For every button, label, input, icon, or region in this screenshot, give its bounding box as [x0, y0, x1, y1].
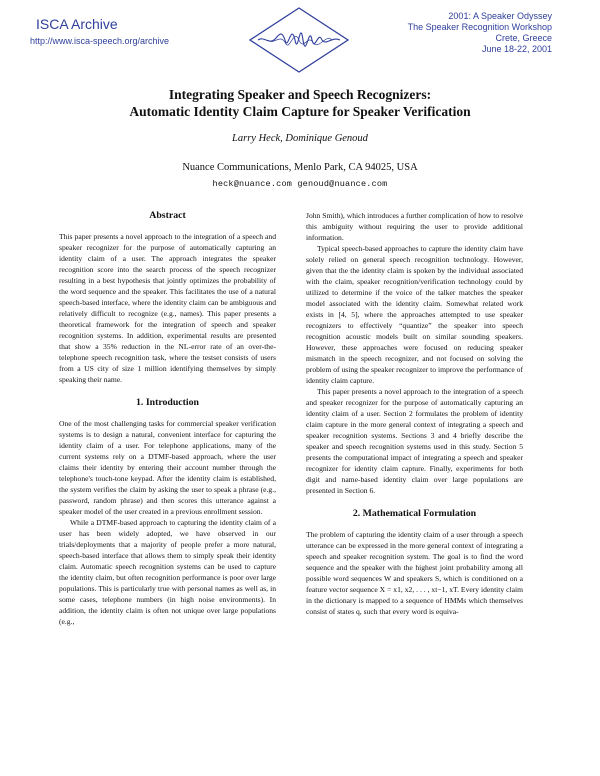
introduction-paragraph: This paper presents a novel approach to the integration of a speech and speaker recognizer for the purpose of automatically capturing an identity claim of a user. Section 2 formulates the problem of identity claim capture in the more general context of integrating a speech and speaker recognition systems. Sections 3 and 4 briefly describe the speaker and speech recognition systems used in this study. Section 5 presents the computational impact of integrating a speech and speaker recognizer for identity claim capture. Finally, experiments for both digit and name-based identity claim over large populations are presented in Section 6. [306, 387, 523, 495]
paper-title-line: Automatic Identity Claim Capture for Speaker Verification [129, 104, 471, 119]
paper-title [60, 86, 540, 120]
conference-line: 2001: A Speaker Odyssey [448, 11, 552, 21]
left-column [59, 210, 276, 627]
paper-title-line: Integrating Speaker and Speech Recognizers: [168, 87, 432, 102]
conference-line: The Speaker Recognition Workshop [407, 22, 552, 32]
introduction-paragraph: Typical speech-based approaches to capture the identity claim have solely relied on general speech recognition technology. However, given that the the identity claim is spoken by the individual associated with the claim, speaker recognition/verification technology could by utilized to determine if the voice of the talker matches the speaker model associated with the identity claim. Somewhat related work exists in [4, 5], where the approaches attempted to use speaker recognizers to effectively “quantize” the speaker into speech recognition acoustic models built on similar sounding speakers. However, these approaches were focused on reducing speaker mismatch in the speech recognizer, and not focused on solving the problem of using the speaker recognizer to improve the performance of identity claim capture. [306, 244, 523, 385]
isca-waveform-logo-icon [248, 6, 350, 74]
archive-url[interactable]: http://www.isca-speech.org/archive [30, 36, 170, 46]
paper-authors: Larry Heck, Dominique Genoud [232, 133, 368, 144]
archive-header [30, 16, 180, 47]
conference-line: June 18-22, 2001 [481, 44, 552, 54]
introduction-paragraph: John Smith), which introduces a further complication of how to resolve this ambiguity without requiring the user to provide additional information. [306, 211, 524, 242]
archive-title: ISCA Archive [36, 16, 118, 32]
introduction-paragraph: One of the most challenging tasks for commercial speaker verification systems is to design a natural, convenient interface for capturing the identity claim of a user. For telephone applications, many of the current systems rely on a DTMF-based approach, where the user claims their identity by entering their account number through the telephone's touch-tone keypad. After the identity claim is established, the system verifies the claim by asking the user to speak a phrase (e.g., password, random phrase) and then scores this utterance against a speaker model of the user created in a previous enrollment session. [59, 419, 276, 516]
conference-line: Crete, Greece [495, 33, 552, 43]
abstract-text: This paper presents a novel approach to the integration of a speech and speaker recognizer for the purpose of automatically capturing an identity claim of a user. The approach integrates the speaker recognition score into the search process of the speech recognizer resulting in a best hypothesis that jointly optimizes the probability of the word sequence and the speaker. This facilitates the use of a natural speech-based interface, where the identity claim can be ambiguous and relatively difficult to recognize (e.g., names). This paper presents a theoretical framework for the integration of speech and speaker recognition systems. In addition, experimental results are presented that show a 35% reduction in the NL-error rate of an over-the-telephone speech recognition task, where the testset consists of users from a US city of size 1 million identifying themselves by simply speaking their name. [59, 232, 276, 384]
paper-emails: heck@nuance.com genoud@nuance.com [212, 179, 388, 189]
formulation-heading: 2. Mathematical Formulation [352, 508, 477, 519]
paper-affiliation: Nuance Communications, Menlo Park, CA 94025, USA [182, 162, 418, 173]
conference-info [342, 11, 552, 55]
abstract-heading: Abstract [149, 210, 186, 221]
introduction-paragraph: While a DTMF-based approach to capturing the identity claim of a user has been widely adopted, we have observed in our trials/deployments that a majority of people prefer a more natural, speech-based interface that allows them to simply speak their identity claim. Automatic speech recognition systems can be used to capture the identity claim, but often recognition performance is poor over large populations. This is particularly true with personal names as well as, in some cases, telephone numbers (in high noise environments). In addition, the identity claim is often not unique over large populations (e.g., [59, 518, 276, 626]
right-column [306, 210, 523, 617]
formulation-paragraph: The problem of capturing the identity claim of a user through a speech utterance can be expressed in the more general context of integrating a speech and speaker recognition system. The goal is to find the word sequence and the speaker with the highest joint probability among all possible word sequences W and speakers S, which is conditioned on a feature vector sequence X = x1, x2, . . . , xt−1, xT. Every identity claim in the dictionary is mapped to a sequence of HMMs which themselves consist of states q, such that every word is equiva- [306, 530, 523, 616]
introduction-heading: 1. Introduction [136, 397, 199, 408]
